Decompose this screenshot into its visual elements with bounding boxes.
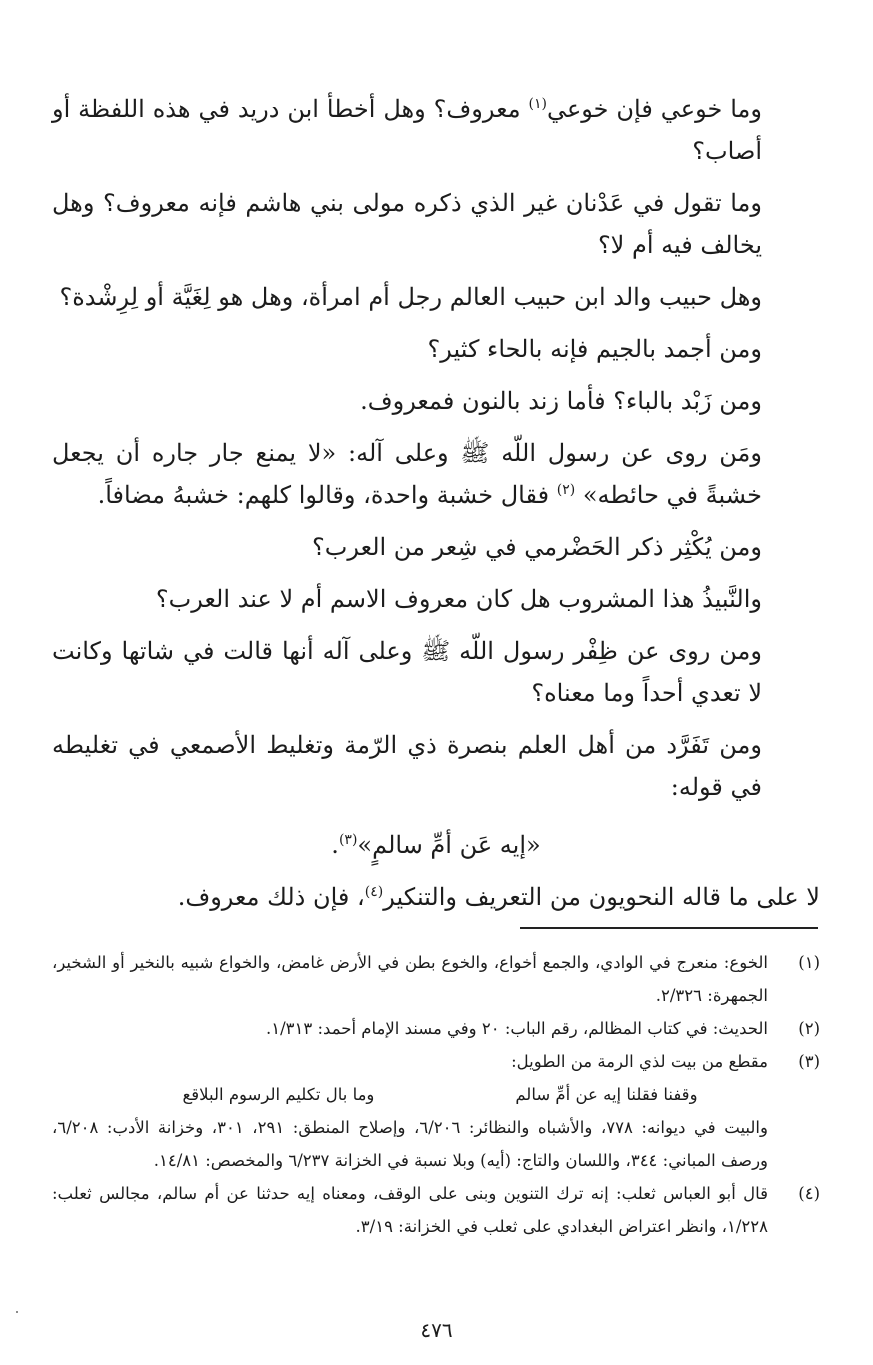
paragraph-text: وما خوعي فإن خوعي — [546, 95, 763, 123]
footnote-4 — [52, 1177, 820, 1243]
paragraph-8: والنَّبيذُ هذا المشروب هل كان معروف الاسم أم لا عند العرب؟ — [155, 585, 762, 613]
page-number: ٤٧٦ — [420, 1318, 453, 1342]
footnote-number: (٤) — [798, 1184, 820, 1203]
paragraph-text: فقال خشبة واحدة، وقالوا كلهم: خشبهُ مضافاً. — [97, 481, 557, 509]
footnote-text: مقطع من بيت لذي الرمة من الطويل: — [511, 1052, 768, 1071]
main-text — [52, 88, 820, 918]
footnote-number: (٢) — [798, 1019, 820, 1038]
footnote-body — [52, 1177, 768, 1243]
footnote-ref-4[interactable]: (٤) — [364, 884, 384, 900]
verse-quote — [52, 824, 820, 866]
paragraph-6 — [52, 432, 820, 516]
footnote-3 — [52, 1045, 820, 1177]
paragraph-2: وما تقول في عَدْنان غير الذي ذكره مولى بني هاشم فإنه معروف؟ وهل يخالف فيه أم لا؟ — [52, 189, 762, 259]
paragraph-text: ، فإن ذلك معروف. — [177, 883, 365, 911]
footnote-body — [52, 946, 768, 1012]
footnote-text: الخوع: منعرج في الوادي، والجمع أخواع، والخوع بطن في الأرض غامض، والخواع شبيه بالنخير أو الشخير، الجمهرة: ٢/٣٢٦. — [52, 953, 768, 1005]
main-body — [52, 88, 820, 918]
footnote-text: الحديث: في كتاب المظالم، رقم الباب: ٢٠ وفي مسند الإمام أحمد: ١/٣١٣. — [265, 1019, 768, 1038]
paragraph-5: ومن زَبْد بالباء؟ فأما زند بالنون فمعروف. — [360, 387, 762, 415]
paragraph-4: ومن أجمد بالجيم فإنه بالحاء كثير؟ — [427, 335, 762, 363]
paragraph-3: وهل حبيب والد ابن حبيب العالم رجل أم امرأة، وهل هو لِغَيَّة أو لِرِشْدة؟ — [59, 283, 762, 311]
paragraph-text: ومَن روى عن رسول اللّه ﷺ وعلى آله: «لا يمنع جار جاره أن يجعل خشبةً في حائطه» — [52, 439, 762, 509]
footnote-verse — [52, 1078, 768, 1111]
footnote-ref-3[interactable]: (٣) — [338, 832, 358, 848]
verse-first-hemistich: وقفنا فقلنا إيه عن أمِّ سالم — [515, 1085, 698, 1104]
paragraph-1 — [52, 88, 820, 172]
footnote-text-continued: والبيت في ديوانه: ٧٧٨، والأشباه والنظائر: ٦/٢٠٦، وإصلاح المنطق: ٢٩١، ٣٠١، وخزانة الأدب: ٦/٢٠٨، ورصف المباني: ٣٤٤، واللسان والتاج: (أيه) وبلا نسبة في الخزانة ٦/٢٣٧ والمخصص: ١٤/٨١. — [52, 1118, 768, 1170]
footnote-number: (١) — [798, 953, 820, 972]
scan-speck — [16, 1311, 18, 1313]
footnote-body — [52, 1012, 768, 1045]
verse-text: . — [331, 831, 339, 859]
footnote-text: قال أبو العباس ثعلب: إنه ترك التنوين وبنى على الوقف، ومعناه إيه حدثنا عن أم سالم، مجالس ثعلب: ١/٢٢٨، وانظر اعتراض البغدادي على ثعلب في الخزانة: ٣/١٩. — [52, 1184, 768, 1236]
paragraph-9: ومن روى عن ظِفْر رسول اللّه ﷺ وعلى آله أنها قالت في شاتها وكانت لا تعدي أحداً وما معناه؟ — [52, 637, 762, 707]
paragraph-text: لا على ما قاله النحويون من التعريف والتنكير — [383, 883, 820, 911]
verse-text: «إيه عَن أمِّ سالمٍ» — [357, 831, 541, 859]
footnote-2 — [52, 1012, 820, 1045]
paragraph-text: معروف؟ وهل أخطأ ابن دريد في هذه اللفظة أو أصاب؟ — [52, 95, 762, 165]
footnote-ref-1[interactable]: (١) — [528, 96, 547, 112]
paragraph-7: ومن يُكْثِر ذكر الحَضْرمي في شِعر من العرب؟ — [312, 533, 762, 561]
paragraph-12 — [52, 876, 820, 918]
footnotes — [52, 946, 820, 1243]
footnote-number: (٣) — [798, 1052, 820, 1071]
paragraph-10: ومن تَفَرَّد من أهل العلم بنصرة ذي الرّمة وتغليط الأصمعي في تغليطه في قوله: — [52, 731, 763, 801]
verse-second-hemistich: وما بال تكليم الرسوم البلاقع — [182, 1085, 375, 1104]
footnote-separator — [520, 927, 818, 929]
footnote-1 — [52, 946, 820, 1012]
footnote-body — [52, 1045, 768, 1177]
footnote-ref-2[interactable]: (٢) — [556, 482, 576, 498]
